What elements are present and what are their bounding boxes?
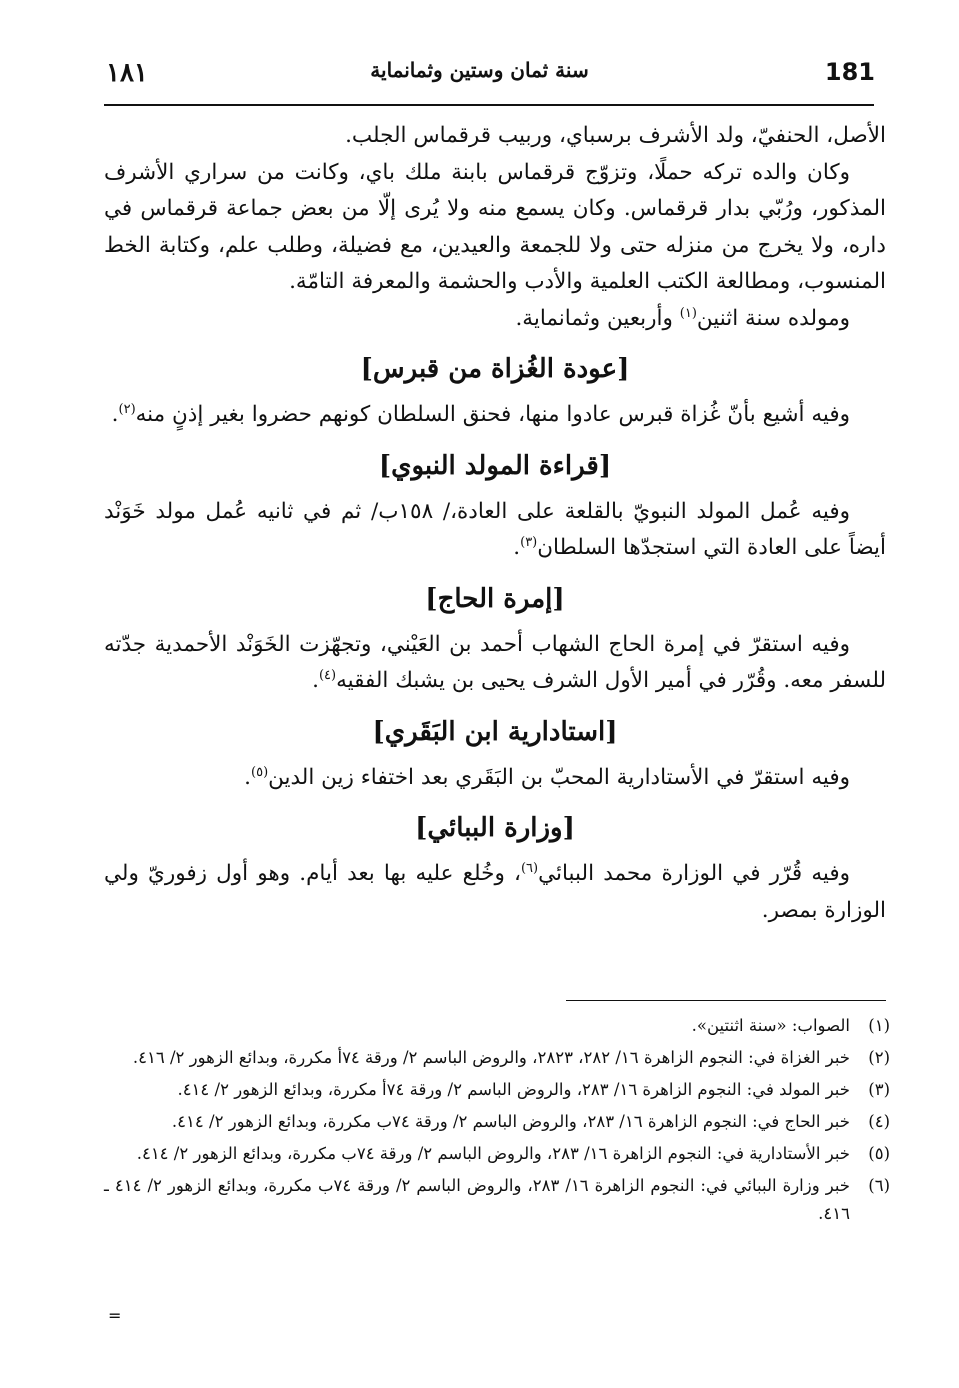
footnote-number: (٤) [868, 1112, 890, 1131]
paragraph [104, 397, 886, 434]
footnote-ref[interactable]: (٦) [520, 860, 539, 876]
paragraph [104, 760, 886, 797]
section-heading: [استادارية ابن البَقَري] [372, 716, 618, 747]
footnote [104, 1140, 890, 1168]
section-heading: [إمرة الحاج] [425, 583, 565, 614]
paragraph-text: وفيه استقرّ في الأستادارية المحبّ بن البَقَري بعد اختفاء زين الدين [268, 764, 850, 790]
footnote-ref[interactable]: (٥) [251, 764, 269, 780]
footnote-number: (١) [868, 1016, 890, 1035]
section-heading: [قراءة المولد النبوي] [378, 450, 612, 481]
paragraph [104, 856, 886, 929]
paragraph [104, 301, 886, 338]
section-heading: [وزارة الببائي] [415, 813, 575, 843]
footnote [104, 1076, 890, 1104]
paragraph-text: . [244, 764, 251, 790]
footnotes [104, 1012, 890, 1232]
page-number-arabic: ١٨١ [106, 58, 148, 88]
paragraph-text: . [312, 668, 319, 693]
page-number-latin: 181 [824, 58, 875, 86]
footnote [104, 1108, 890, 1136]
paragraph-text: وفيه استقرّ في إمرة الحاج الشهاب أحمد بن العَيْني، وتجهّزت الخَوَنْد الأحمدية جدّته للسفر معه. وقُرّر في أمير الأول الشرف يحيى بن يشبك الفقيه [104, 631, 886, 693]
paragraph [104, 494, 886, 567]
footnote-number: (٢) [868, 1048, 890, 1067]
paragraph-text: وفيه أشيع بأنّ غُزاة قبرس عادوا منها، فحنق السلطان كونهم حضروا بغير إذنٍ منه [135, 402, 850, 427]
footnote-ref[interactable]: (٢) [118, 401, 136, 417]
footnote-number: (٥) [868, 1144, 890, 1163]
paragraph: الأصل، الحنفيّ، ولد الأشرف برسباي، وربيب قرقماس الجلب. [345, 123, 886, 148]
footnote-text: خبر وزارة الببائي في: النجوم الزاهرة ١٦/ ٢٨٣، والروض الباسم ٢/ ورقة ٧٤ب مكررة، وبدائع الزهور ٢/ ٤١٤ ـ ٤١٦. [104, 1176, 850, 1223]
footnote-ref[interactable]: (٤) [318, 667, 337, 683]
header-rule [104, 104, 874, 106]
footnote-number: (٣) [868, 1080, 890, 1099]
paragraph [104, 627, 886, 700]
footnote-separator [566, 1000, 886, 1001]
paragraph-text: . [513, 535, 521, 560]
footnote-text: خبر الأستادارية في: النجوم الزاهرة ١٦/ ٢٨٣، والروض الباسم ٢/ ورقة ٧٤ب مكررة، وبدائع الزهور ٢/ ٤١٤. [136, 1144, 850, 1163]
paragraph-text: وفيه قُرّر في الوزارة محمد الببائي [538, 861, 850, 886]
footnote-number: (٦) [868, 1176, 890, 1195]
footnote-text: خبر الحاج في: النجوم الزاهرة ١٦/ ٢٨٣، والروض الباسم ٢/ ورقة ٧٤ب مكررة، وبدائع الزهور ٢/ ٤١٤. [171, 1112, 850, 1131]
footnote-ref[interactable]: (٣) [520, 534, 538, 550]
main-text [104, 118, 886, 929]
footnote-text: خبر الغزاة في: النجوم الزاهرة ١٦/ ٢٨٢، ٢٨٢٣، والروض الباسم ٢/ ورقة ٧٤أ مكررة، وبدائع الزهور ٢/ ٤١٦. [132, 1048, 850, 1067]
footnote [104, 1012, 890, 1040]
paragraph-text: وفيه عُمل المولد النبويّ بالقلعة على العادة،/ ١٥٨ب/ ثم في ثانيه عُمل مولد خَوَنْد أيضاً على العادة التي استجدّها السلطان [104, 498, 886, 560]
footnote [104, 1172, 890, 1228]
section-heading: [عودة الغُزاة من قبرس] [360, 354, 630, 384]
running-title: سنة ثمان وستين وثمانماية [370, 58, 589, 82]
paragraph: وكان والده تركه حملًا، وتزوّج قرقماس بابنة ملك باي، وكانت من سراري الأشرف المذكور، ورُبّي بدار قرقماس. وكان يسمع منه ولا يُرى إلّا من بعض جماعة قرقماس في داره، ولا يخرج من منزله حتى ولا للجمعة والعيدين، مع فضيلة، وطلب علم، وكتابة الخط المنسوب، ومطالعة الكتب العلمية والأدب والحشمة والمعرفة التامّة. [104, 159, 886, 294]
footnote-text: خبر المولد في: النجوم الزاهرة ١٦/ ٢٨٣، والروض الباسم ٢/ ورقة ٧٤أ مكررة، وبدائع الزهور ٢/ ٤١٤. [177, 1080, 850, 1099]
footnote [104, 1044, 890, 1072]
paragraph-text: وأربعين وثمانماية. [515, 305, 680, 331]
paragraph-text: ، وخُلع عليه بها بعد أيام. وهو أول زفوريّ ولي الوزارة بمصر. [104, 861, 886, 923]
footnote-ref[interactable]: (١) [679, 305, 697, 321]
paragraph-text: . [111, 402, 119, 427]
footnote-text: الصواب: «سنة اثنتين». [691, 1016, 850, 1035]
continuation-mark: = [108, 1306, 122, 1325]
paragraph-text: ومولده سنة اثنين [696, 305, 850, 331]
